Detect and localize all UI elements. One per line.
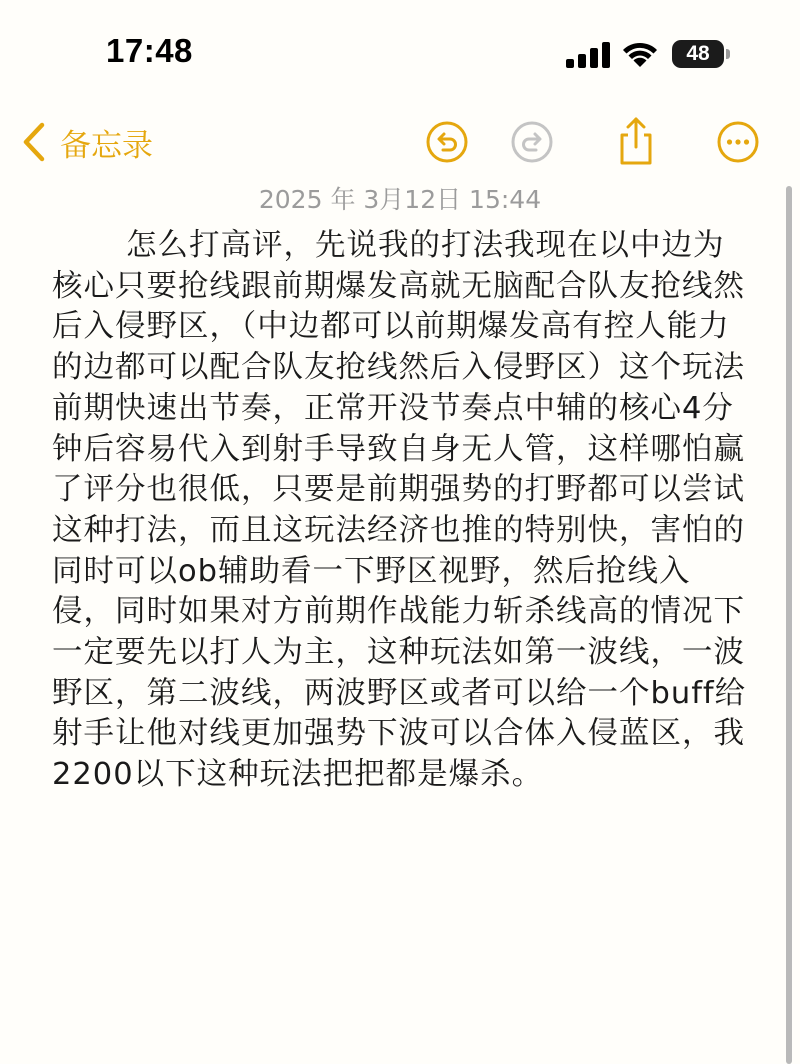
share-icon[interactable] [614, 116, 658, 166]
battery-nub [726, 49, 730, 59]
undo-icon[interactable] [425, 120, 469, 164]
status-time: 17:48 [106, 32, 193, 69]
scrollbar[interactable] [786, 186, 792, 1064]
redo-icon[interactable] [510, 120, 554, 164]
wifi-icon [620, 40, 660, 68]
cellular-signal-icon [566, 42, 612, 68]
more-icon[interactable] [716, 120, 760, 164]
back-label: 备忘录 [60, 127, 153, 164]
battery-icon [672, 40, 724, 68]
nav-bar [0, 110, 800, 174]
back-button[interactable] [22, 120, 153, 164]
battery-level: 48 [686, 42, 710, 65]
note-timestamp: 2025 年 3月12日 15:44 [258, 185, 542, 214]
status-bar [0, 0, 800, 100]
chevron-left-icon [22, 122, 46, 162]
note-body-text[interactable]: 怎么打高评，先说我的打法我现在以中边为核心只要抢线跟前期爆发高就无脑配合队友抢线然后入侵野区，（中边都可以前期爆发高有控人能力的边都可以配合队友抢线然后入侵野区）这个玩法前期快速出节奏，正常开没节奏点中辅的核心4分钟后容易代入到射手导致自身无人管，这样哪怕赢了评分也很低，只要是前期强势的打野都可以尝试这种打法，而且这玩法经济也推的特别快，害怕的同时可以ob辅助看一下野区视野，然后抢线入侵，同时如果对方前期作战能力斩杀线高的情况下一定要先以打人为主，这种玩法如第一波线，一波野区，第二波线，两波野区或者可以给一个buff给射手让他对线更加强势下波可以合体入侵蓝区，我2200以下这种玩法把把都是爆杀。 [52, 228, 747, 793]
